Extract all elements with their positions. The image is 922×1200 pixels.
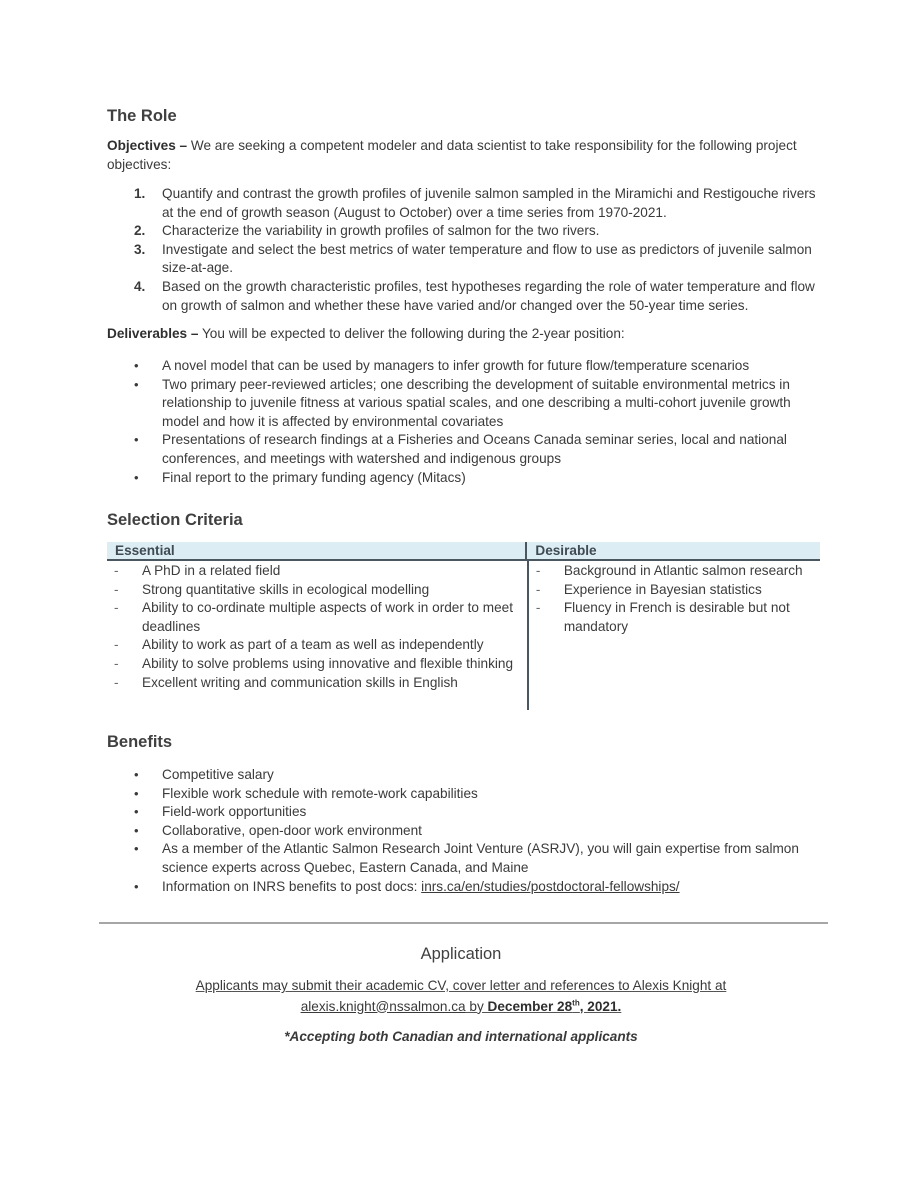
objective-text: Based on the growth characteristic profiles, test hypotheses regarding the role of water temperature and flow on growth of salmon and whether these have varied and/or changed over the 50-year time series. [162,278,815,313]
dash-icon: - [114,600,119,616]
essential-item [107,655,527,674]
essential-item [107,562,527,581]
benefit-text: As a member of the Atlantic Salmon Research Joint Venture (ASRJV), you will gain expertise from salmon science experts across Quebec, Eastern Canada, and Maine [162,841,799,875]
bullet-icon: • [134,785,139,801]
bullet-icon: • [134,822,139,838]
essential-text: A PhD in a related field [142,563,281,578]
desirable-item [529,581,820,600]
essential-text: Strong quantitative skills in ecological modelling [142,581,430,597]
objectives-intro: We are seeking a competent modeler and data scientist to take responsibility for the following project objectives: [107,138,797,172]
desirable-text: Fluency in French is desirable but not mandatory [563,600,790,634]
deliverable-item [107,431,822,468]
deliverables-paragraph [107,325,822,344]
essential-item [107,636,527,655]
bullet-icon: • [134,432,139,448]
benefit-item [107,785,822,804]
table-header-row [107,542,820,561]
dash-icon: - [535,600,541,616]
deliverable-text: Final report to the primary funding agency (Mitacs) [162,469,466,485]
deadline-suffix: th [572,997,580,1007]
bullet-icon: • [134,804,139,820]
objective-number: 4. [134,278,146,294]
desirable-text: Background in Atlantic salmon research [563,563,803,578]
objective-number: 3. [134,241,146,257]
deadline-day: December 28 [487,998,573,1014]
dash-icon: - [535,563,541,578]
dash-icon: - [114,655,119,671]
deliverables-intro: You will be expected to deliver the following during the 2-year position: [198,326,625,341]
by-text: by [465,998,488,1014]
objective-text: Characterize the variability in growth profiles of salmon for the two rivers. [162,223,600,239]
deliverable-text: A novel model that can be used by managers to infer growth for future flow/temperature scenarios [162,358,750,373]
objective-item [107,278,822,315]
benefit-item [107,803,822,822]
dash-icon: - [114,674,119,690]
application-text: Applicants may submit their academic CV, cover letter and references to Alexis Knight at [195,978,727,993]
benefit-text: Flexible work schedule with remote-work capabilities [162,785,478,801]
email-link[interactable]: alexis.knight@nssalmon.ca [300,998,466,1014]
table-body-row [107,561,820,710]
objective-text: Investigate and select the best metrics of water temperature and flow to use as predictors of juvenile salmon size-at-age. [162,241,812,276]
application-heading: Application [420,945,502,963]
bullet-icon: • [134,469,139,485]
horizontal-divider [99,922,828,924]
essential-item [107,581,527,600]
bullet-icon: • [134,878,139,894]
application-line-2 [301,999,622,1014]
desirable-text: Experience in Bayesian statistics [563,581,762,597]
deliverable-item [107,376,822,432]
deadline-year: , 2021. [579,998,622,1014]
desirable-column [527,561,820,710]
section-heading-benefits: Benefits [107,733,173,751]
deliverables-list [107,357,822,487]
benefit-item [107,822,822,841]
benefit-text: Field-work opportunities [162,804,307,820]
bullet-icon: • [134,841,139,857]
deadline [488,999,622,1014]
deliverable-text: Two primary peer-reviewed articles; one describing the development of suitable environmental metrics in relationship to juvenile fitness at various spatial scales, and one describing a multi-cohort juvenile growth model and how it is affected by environmental covariates [162,376,791,429]
objectives-label: Objectives – [107,138,188,153]
essential-header: Essential [115,543,175,558]
deliverable-item [107,469,822,488]
essential-item [107,599,527,636]
section-heading-criteria: Selection Criteria [107,511,243,529]
desirable-item [529,599,820,636]
objective-number: 2. [134,223,146,239]
essential-item [107,674,527,693]
objective-number: 1. [134,186,146,201]
objective-item [107,241,822,278]
dash-icon: - [114,563,119,578]
section-heading-role: The Role [107,107,177,125]
essential-column [107,561,527,710]
bullet-icon: • [134,376,139,392]
desirable-item [529,562,820,581]
benefit-item-inrs [107,878,822,897]
essential-text: Excellent writing and communication skills in English [142,674,458,690]
objective-text: Quantify and contrast the growth profiles of juvenile salmon sampled in the Miramichi and Restigouche rivers at the end of growth season (August to October) over a time series from 1970-2021. [162,186,816,220]
benefit-item [107,766,822,785]
deliverable-text: Presentations of research findings at a Fisheries and Oceans Canada seminar series, local and national conferences, and meetings with watershed and indigenous groups [162,432,787,466]
dash-icon: - [114,581,119,597]
applicants-note: *Accepting both Canadian and international applicants [284,1029,638,1044]
deliverables-label: Deliverables – [107,326,199,341]
essential-text: Ability to co-ordinate multiple aspects of work in order to meet deadlines [142,600,513,634]
benefit-text: Competitive salary [162,767,274,782]
desirable-header: Desirable [525,542,820,559]
dash-icon: - [535,581,541,597]
benefit-text: Information on INRS benefits to post docs: [162,878,422,894]
dash-icon: - [114,637,119,653]
benefits-list [107,766,822,896]
objective-item [107,222,822,241]
selection-criteria-table [107,542,820,710]
objectives-list [107,185,822,315]
inrs-postdoc-link[interactable]: inrs.ca/en/studies/postdoctoral-fellowships/ [421,878,680,894]
essential-text: Ability to work as part of a team as well as independently [142,637,484,653]
deliverable-item [107,357,822,376]
application-instructions [0,976,922,1017]
objectives-paragraph [107,137,822,174]
essential-text: Ability to solve problems using innovative and flexible thinking [142,655,514,671]
benefit-item [107,840,822,877]
benefit-text: Collaborative, open-door work environment [162,822,422,838]
bullet-icon: • [134,358,139,373]
objective-item [107,185,822,222]
bullet-icon: • [134,767,139,782]
